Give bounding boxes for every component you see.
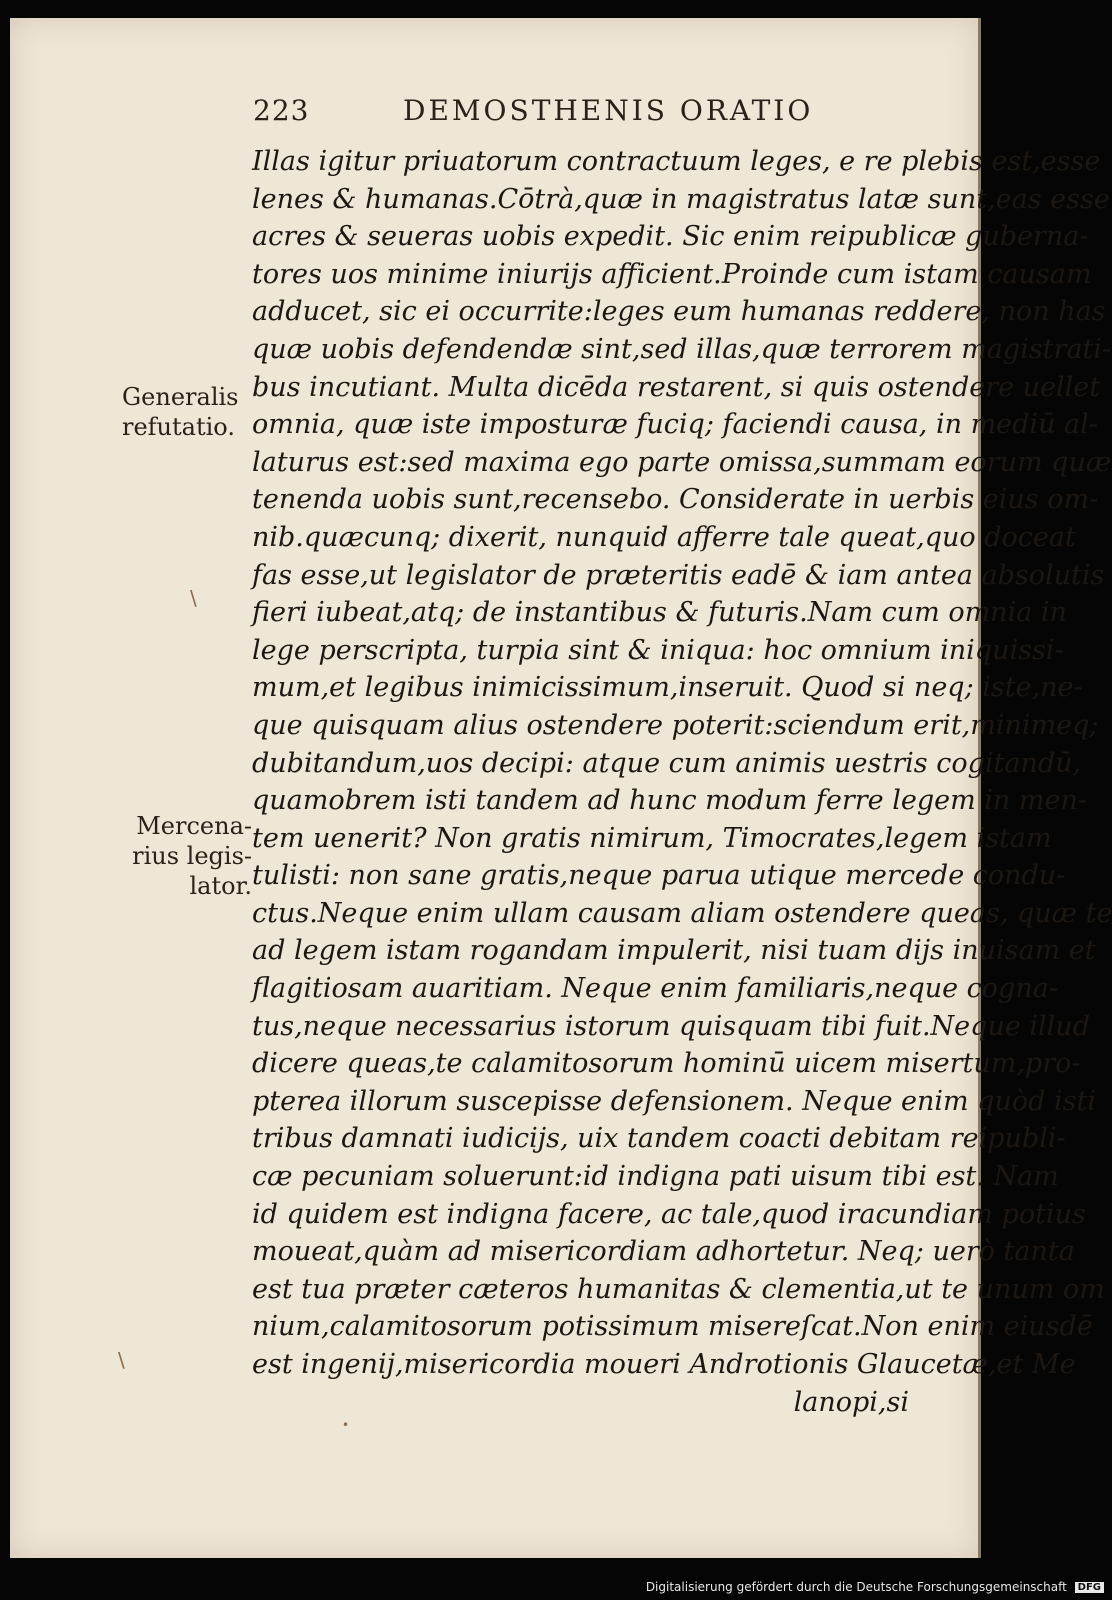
- text-line: pterea illorum suscepisse defensionem. Neque enim quòd isti: [252, 1085, 1097, 1117]
- text-line: dicere queas,te calamitosorum hominū uicem misertum,pro-: [252, 1048, 1081, 1080]
- text-line: id quidem est indigna facere, ac tale,quod iracundiam potius: [252, 1198, 1086, 1230]
- text-line: tenenda uobis sunt,recensebo. Considerate in uerbis eius om-: [252, 484, 1099, 516]
- book-page: [10, 18, 1112, 1558]
- text-line: quæ uobis defendendæ sint,sed illas,quæ terrorem magistrati-: [252, 333, 1112, 365]
- text-line: omnia, quæ iste imposturæ fuciq; faciendi causa, in mediū al-: [252, 409, 1098, 441]
- text-line: dubitandum,uos decipi: atque cum animis uestris cogitandū,: [252, 747, 1082, 779]
- text-line: Illas igitur priuatorum contractuum leges, e re plebis est,esse: [252, 146, 1101, 177]
- text-line: est tua præter cæteros humanitas & clementia,ut te unum om: [252, 1273, 1105, 1305]
- text-line: tulisti: non sane gratis,neque parua utique mercede condu-: [252, 860, 1066, 892]
- text-line: laturus est:sed maxima ego parte omissa,summam eorum quæ: [252, 446, 1112, 478]
- text-line: nib.quæcunq; dixerit, nunquid afferre tale queat,quo doceat: [252, 521, 1076, 553]
- text-line: tribus damnati iudicijs, uix tandem coacti debitam reipubli-: [252, 1123, 1066, 1155]
- text-line: ctus.Neque enim ullam causam aliam ostendere queas, quæ te: [252, 897, 1112, 929]
- folio-number: 223: [253, 94, 310, 127]
- text-line: acres & seueras uobis expedit. Sic enim reipublicæ guberna-: [252, 221, 1089, 253]
- text-line: fieri iubeat,atq; de instantibus & futuris.Nam cum omnia in: [252, 597, 1067, 629]
- text-line: est ingenij,misericordia moueri Androtionis Glaucetæ,et Me: [252, 1349, 1076, 1380]
- page-header: [253, 94, 853, 134]
- text-line: adducet, sic ei occurrite:leges eum humanas reddere, non has: [252, 296, 1106, 328]
- text-line: tem uenerit? Non gratis nimirum, Timocrates,legem istam: [252, 822, 1052, 854]
- text-line: bus incutiant. Multa dicēda restarent, si quis ostendere uellet: [252, 371, 1101, 403]
- ink-dot: •: [342, 1418, 350, 1432]
- text-line: flagitiosam auaritiam. Neque enim familiaris,neque cogna-: [252, 973, 1058, 1005]
- footer-credit: [646, 1580, 1104, 1594]
- text-line: lege perscripta, turpia sint & iniqua: hoc omnium iniquissi-: [252, 634, 1064, 666]
- footer-text: Digitalisierung gefördert durch die Deutsche Forschungsgemeinschaft: [645, 1580, 1067, 1594]
- text-line: que quisquam alius ostendere poterit:sciendum erit,minimeq;: [252, 709, 1099, 741]
- marginal-note-generalis: Generalis refutatio.: [122, 383, 239, 441]
- text-line-last: lanopi,si: [793, 1386, 909, 1418]
- ink-mark: \: [118, 1348, 125, 1372]
- dfg-logo: DFG: [1075, 1582, 1104, 1593]
- text-line: moueat,quàm ad misericordiam adhortetur. Neq; uerò tanta: [252, 1236, 1075, 1268]
- text-line: tus,neque necessarius istorum quisquam tibi fuit.Neque illud: [252, 1010, 1090, 1042]
- text-line: ad legem istam rogandam impulerit, nisi tuam dijs inuisam et: [252, 935, 1096, 967]
- running-title: DEMOSTHENIS ORATIO: [403, 94, 814, 127]
- ink-mark: \: [190, 586, 197, 610]
- text-line: nium,calamitosorum potissimum misereſcat.Non enim eiusdē: [252, 1311, 1093, 1343]
- text-line: fas esse,ut legislator de præteritis eadē & iam antea absolutis: [252, 559, 1105, 591]
- text-line: cæ pecuniam soluerunt:id indigna pati uisum tibi est. Nam: [252, 1161, 1059, 1193]
- text-line: quamobrem isti tandem ad hunc modum ferre legem in men-: [252, 785, 1087, 817]
- text-line: mum,et legibus inimicissimum,inseruit. Quod si neq; iste,ne-: [252, 672, 1083, 704]
- marginal-note-mercenarius: Mercena- rius legis- lator.: [132, 812, 252, 900]
- body-text: [252, 143, 1112, 1421]
- text-line: lenes & humanas.Cōtrà,quæ in magistratus latæ sunt,eas esse: [252, 183, 1110, 215]
- text-line: tores uos minime iniurijs afficient.Proinde cum istam causam: [252, 258, 1092, 290]
